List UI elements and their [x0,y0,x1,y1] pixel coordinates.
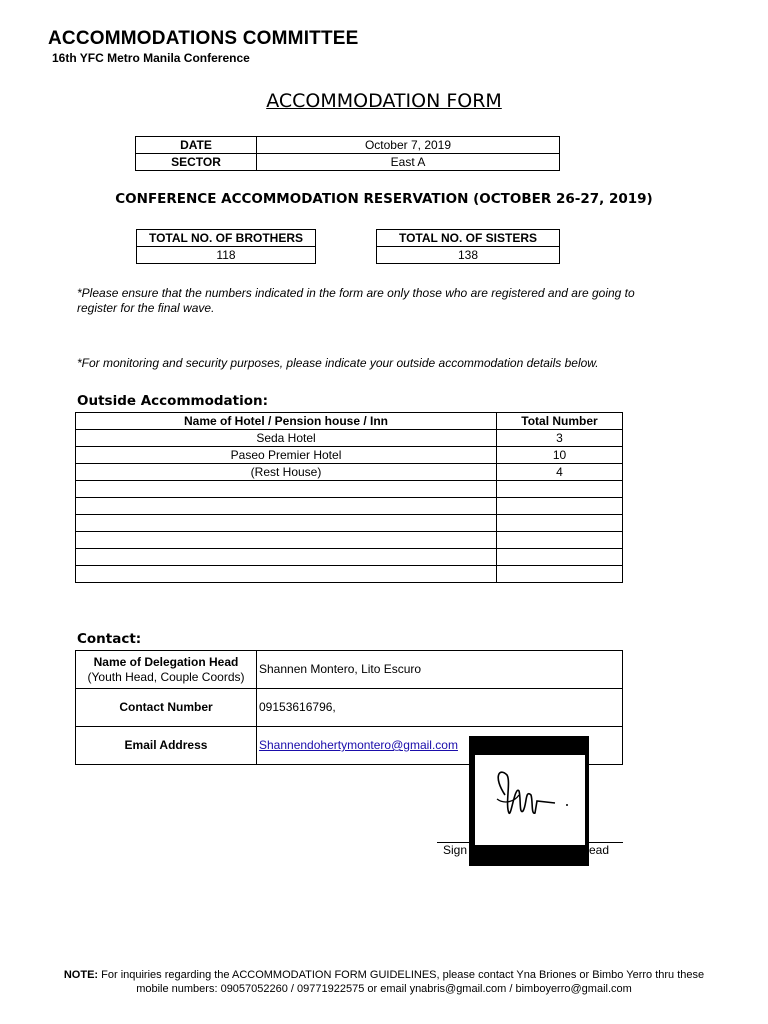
brothers-table [136,229,316,264]
total-number-cell [497,515,623,532]
email-address-label: Email Address [76,727,257,765]
sisters-table [376,229,560,264]
monitoring-note: *For monitoring and security purposes, please indicate your outside accommodation details below. [77,356,599,370]
sisters-label: TOTAL NO. OF SISTERS [377,230,560,247]
hotel-name-cell [76,549,497,566]
total-number-cell [497,498,623,515]
table-row [76,430,623,447]
total-number-cell [497,566,623,583]
form-title: ACCOMMODATION FORM [266,90,502,112]
contact-number-value: 09153616796, [257,689,623,727]
hotel-name-header: Name of Hotel / Pension house / Inn [76,413,497,430]
date-label: DATE [136,137,257,154]
table-row [76,464,623,481]
total-number-cell [497,549,623,566]
table-row [76,549,623,566]
table-row [76,447,623,464]
email-link[interactable]: Shannendohertymontero@gmail.com [259,738,458,752]
signature-label-left: Sign [443,843,468,857]
footer-note [0,968,768,996]
sector-label: SECTOR [136,154,257,171]
delegation-head-label [76,651,257,689]
hotel-name-cell: Paseo Premier Hotel [76,447,497,464]
table-row [76,481,623,498]
signature-image [475,755,585,845]
total-number-cell [497,481,623,498]
outside-accommodation-label: Outside Accommodation: [77,393,268,409]
registration-note: *Please ensure that the numbers indicated in the form are only those who are registered and are going to register for the final wave. [77,286,635,315]
delegation-head-label-line2: (Youth Head, Couple Coords) [87,669,245,684]
total-number-cell: 10 [497,447,623,464]
conference-subtitle: 16th YFC Metro Manila Conference [52,51,250,65]
contact-label: Contact: [77,631,142,647]
hotel-name-cell [76,532,497,549]
hotel-name-cell: Seda Hotel [76,430,497,447]
reservation-heading: CONFERENCE ACCOMMODATION RESERVATION (OCTOBER 26-27, 2019) [115,191,653,207]
hotel-name-cell [76,515,497,532]
total-number-cell: 3 [497,430,623,447]
footer-line1: For inquiries regarding the ACCOMMODATION FORM GUIDELINES, please contact Yna Briones or Bimbo Yerro thru these [98,969,705,981]
footer-line2: mobile numbers: 09057052260 / 09771922575 or email ynabris@gmail.com / bimboyerro@gmail.com [136,983,632,995]
brothers-value: 118 [137,247,316,264]
committee-title: ACCOMMODATIONS COMMITTEE [48,28,359,49]
delegation-head-label-line1: Name of Delegation Head [93,654,239,669]
brothers-label: TOTAL NO. OF BROTHERS [137,230,316,247]
info-table [135,136,560,171]
date-value: October 7, 2019 [257,137,560,154]
hotel-name-cell [76,498,497,515]
table-row [76,532,623,549]
table-row [76,515,623,532]
total-number-header: Total Number [497,413,623,430]
hotel-name-cell: (Rest House) [76,464,497,481]
hotel-name-cell [76,481,497,498]
signature-label-right: ead [589,843,610,857]
table-row [76,566,623,583]
total-number-cell: 4 [497,464,623,481]
signature-scribble-icon [475,755,585,845]
footer-note-label: NOTE: [63,969,99,981]
delegation-head-value: Shannen Montero, Lito Escuro [257,651,623,689]
sector-value: East A [257,154,560,171]
contact-number-label: Contact Number [76,689,257,727]
hotel-name-cell [76,566,497,583]
outside-accommodation-table [75,412,623,583]
total-number-cell [497,532,623,549]
table-row [76,498,623,515]
sisters-value: 138 [377,247,560,264]
